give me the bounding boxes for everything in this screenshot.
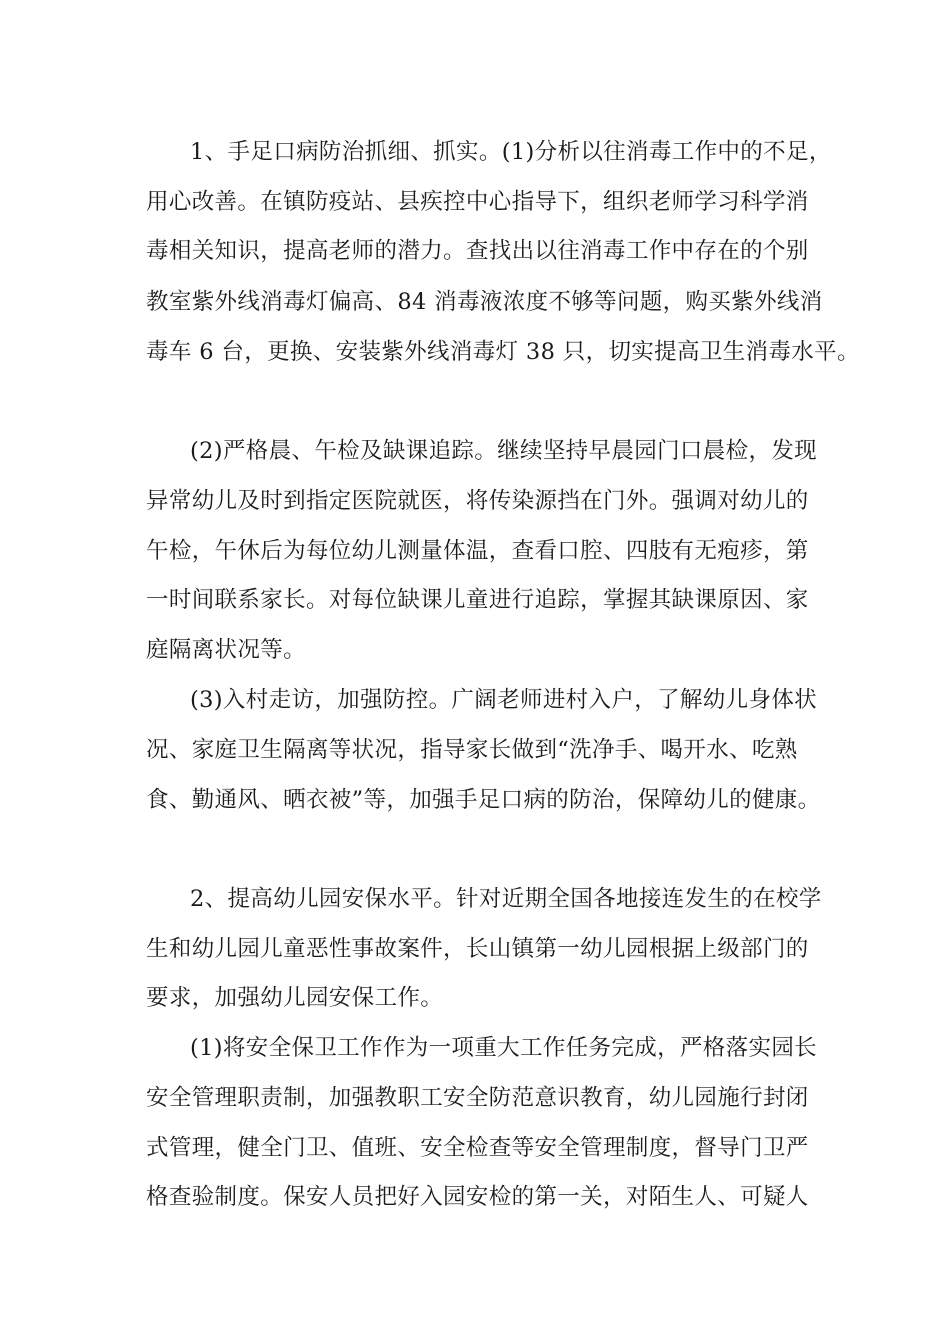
paragraph-1-line-4: 教室紫外线消毒灯偏高、84 消毒液浓度不够等问题，购买紫外线消 (146, 289, 823, 315)
paragraph-3-line-1: (3)入村走访，加强防控。广阔老师进村入户，了解幼儿身体状 (190, 687, 818, 713)
paragraph-1-line-5: 毒车 6 台，更换、安装紫外线消毒灯 38 只，切实提高卫生消毒水平。 (146, 339, 860, 365)
paragraph-2-line-3: 午检，午休后为每位幼儿测量体温，查看口腔、四肢有无疱疹，第 (146, 538, 809, 564)
paragraph-3-line-3: 食、勤通风、晒衣被”等，加强手足口病的防治，保障幼儿的健康。 (146, 787, 821, 813)
paragraph-2-line-4: 一时间联系家长。对每位缺课儿童进行追踪，掌握其缺课原因、家 (146, 587, 809, 613)
paragraph-2-line-2: 异常幼儿及时到指定医院就医，将传染源挡在门外。强调对幼儿的 (146, 488, 809, 514)
paragraph-5-line-3: 式管理，健全门卫、值班、安全检查等安全管理制度，督导门卫严 (146, 1135, 809, 1161)
paragraph-5-line-1: (1)将安全保卫工作作为一项重大工作任务完成，严格落实园长 (190, 1035, 818, 1061)
paragraph-5-line-4: 格查验制度。保安人员把好入园安检的第一关，对陌生人、可疑人 (146, 1184, 809, 1210)
paragraph-2-line-1: (2)严格晨、午检及缺课追踪。继续坚持早晨园门口晨检，发现 (190, 438, 818, 464)
paragraph-2-line-5: 庭隔离状况等。 (146, 637, 306, 663)
paragraph-1-line-2: 用心改善。在镇防疫站、县疾控中心指导下，组织老师学习科学消 (146, 189, 809, 215)
paragraph-5-line-2: 安全管理职责制，加强教职工安全防范意识教育，幼儿园施行封闭 (146, 1085, 809, 1111)
paragraph-1-line-3: 毒相关知识，提高老师的潜力。查找出以往消毒工作中存在的个别 (146, 238, 809, 264)
paragraph-4-line-1: 2、提高幼儿园安保水平。针对近期全国各地接连发生的在校学 (190, 886, 822, 912)
paragraph-4-line-2: 生和幼儿园儿童恶性事故案件，长山镇第一幼儿园根据上级部门的 (146, 936, 809, 962)
paragraph-3-line-2: 况、家庭卫生隔离等状况，指导家长做到“洗净手、喝开水、吃熟 (146, 737, 798, 763)
paragraph-4-line-3: 要求，加强幼儿园安保工作。 (146, 985, 444, 1011)
paragraph-1-line-1: 1、手足口病防治抓细、抓实。(1)分析以往消毒工作中的不足， (190, 139, 832, 165)
